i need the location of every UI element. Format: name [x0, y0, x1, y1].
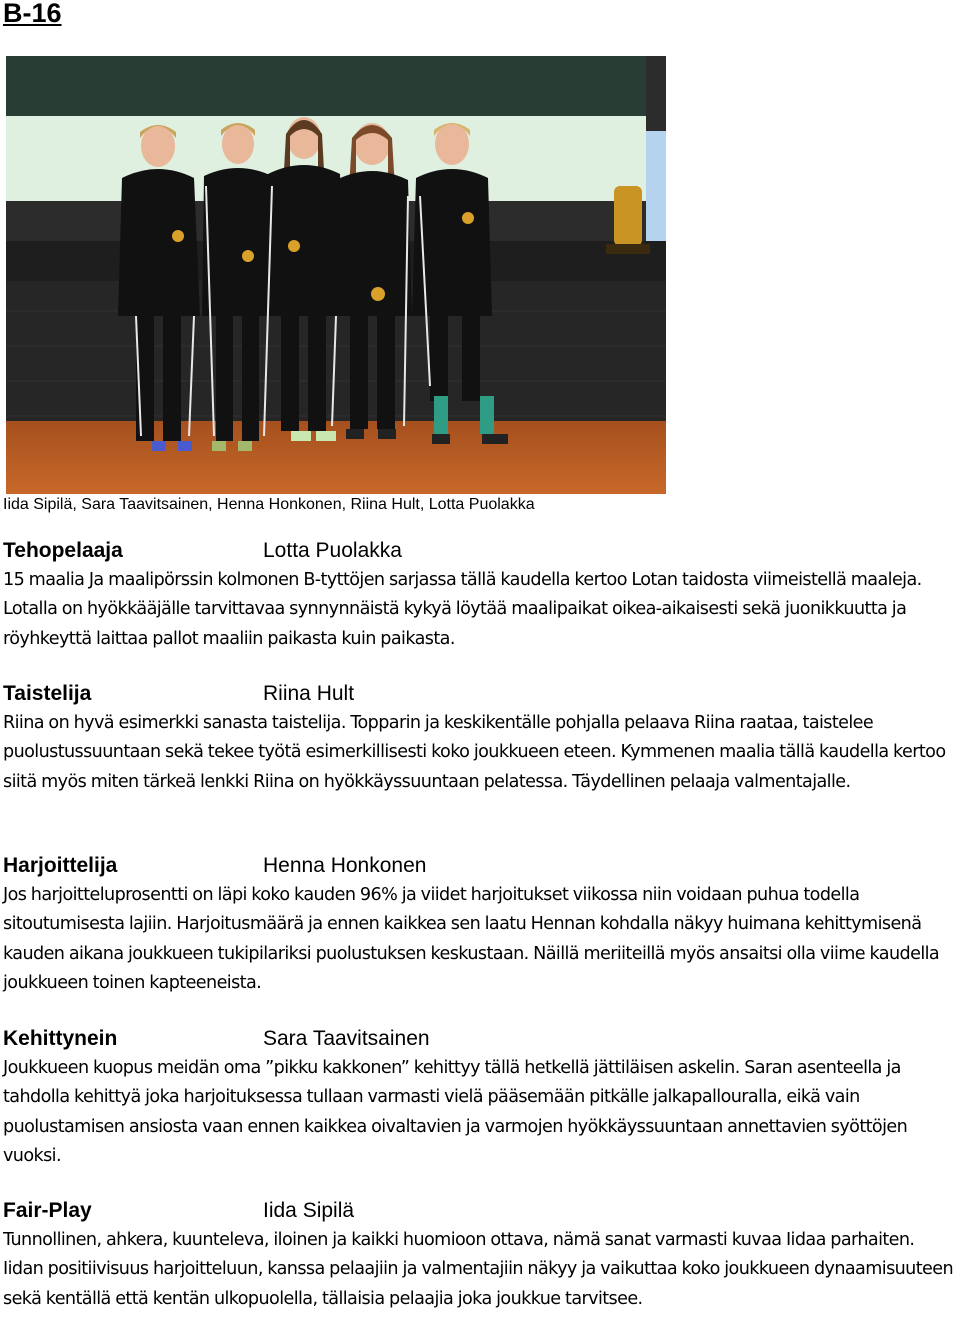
- award-header: [3, 1197, 958, 1225]
- award-category: Fair-Play: [3, 1199, 92, 1222]
- award-category: Kehittynein: [3, 1027, 118, 1050]
- award-header: [3, 537, 958, 565]
- award-category: Harjoittelija: [3, 854, 118, 877]
- award-tehopelaaja: [3, 537, 958, 654]
- award-description: 15 maalia Ja maalipörssin kolmonen B-tyttöjen sarjassa tällä kaudella kertoo Lotan taidosta viimeistellä maaleja. Lotalla on hyökkääjälle tarvittavaa synnynnäistä kykyä löytää maalipaikat oikea-aikaisesti sekä juonikkuutta ja röyhkeyttä laittaa pallot maaliin paikasta kuin paikasta.: [3, 570, 922, 649]
- photo-caption: Iida Sipilä, Sara Taavitsainen, Henna Honkonen, Riina Hult, Lotta Puolakka: [3, 496, 535, 513]
- award-description: Tunnollinen, ahkera, kuunteleva, iloinen ja kaikki huomioon ottava, nämä sanat varmasti kuvaa Iidaa parhaiten. Iidan positiivisuus harjoitteluun, kanssa pelaajiin ja valmentajiin näkyy ja vaikuttaa koko joukkueen dynaamisuuteen sekä kentällä että kentän ulkopuolella, tällaisia pelaajia joka joukkue tarvitsee.: [3, 1230, 954, 1309]
- team-photo: [6, 56, 666, 494]
- page-title: B-16: [3, 0, 62, 28]
- award-player: Sara Taavitsainen: [263, 1027, 430, 1050]
- award-description: Jos harjoitteluprosentti on läpi koko kauden 96% ja viidet harjoitukset viikossa niin voidaan puhua todella sitoutumisesta lajiin. Harjoitusmäärä ja ennen kaikkea sen laatu Hennan kohdalla näkyy huimana kehittymisenä kauden aikana joukkueen tukipilariksi puolustuksen keskustaan. Näillä meriiteillä myös ansaitsi olla viime kaudella joukkueen toinen kapteeneista.: [3, 885, 940, 994]
- award-category: Tehopelaaja: [3, 539, 123, 562]
- award-player: Lotta Puolakka: [263, 539, 402, 562]
- award-taistelija: [3, 680, 958, 797]
- award-harjoittelija: [3, 852, 958, 999]
- award-player: Riina Hult: [263, 682, 355, 705]
- award-player: Henna Honkonen: [263, 854, 427, 877]
- award-kehittynein: [3, 1025, 958, 1172]
- award-header: [3, 1025, 958, 1053]
- award-fair-play: [3, 1197, 958, 1314]
- award-header: [3, 852, 958, 880]
- award-header: [3, 680, 958, 708]
- award-description: Riina on hyvä esimerkki sanasta taistelija. Topparin ja keskikentälle pohjalla pelaava Riina raataa, taistelee puolustussuuntaan sekä tekee työtä esimerkillisesti koko joukkueen eteen. Kymmenen maalia tällä kaudella kertoo siitä myös miten tärkeä lenkki Riina on hyökkäyssuuntaan pelatessa. Täydellinen pelaaja valmentajalle.: [3, 713, 946, 792]
- award-player: Iida Sipilä: [263, 1199, 355, 1222]
- award-description: Joukkueen kuopus meidän oma ”pikku kakkonen” kehittyy tällä hetkellä jättiläisen askelin. Saran asenteella ja tahdolla kehittyä joka harjoituksessa tullaan varmasti vielä pääsemään pitkälle jalkapallouralla, eikä vain puolustamisen ansiosta vaan ennen kaikkea oivaltavien ja varmojen hyökkäyssuuntaan annettavien syöttöjen vuoksi.: [3, 1058, 908, 1167]
- award-category: Taistelija: [3, 682, 92, 705]
